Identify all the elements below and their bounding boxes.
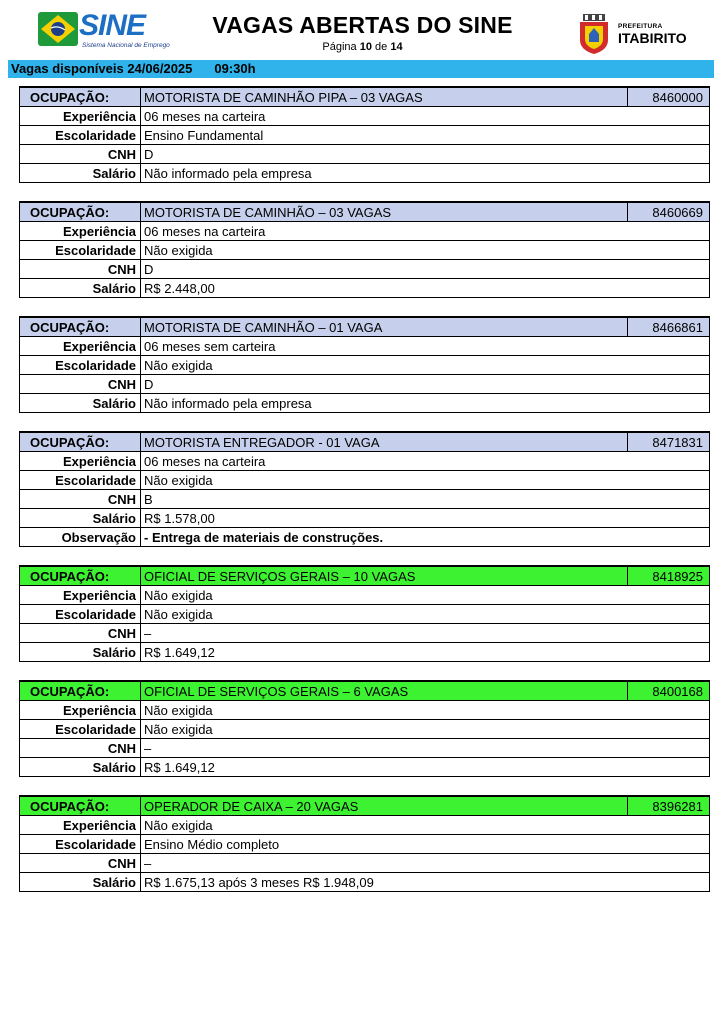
escolaridade-row — [20, 126, 710, 145]
experiencia-row — [20, 816, 710, 835]
salario-value: Não informado pela empresa — [141, 164, 710, 183]
escolaridade-value: Não exigida — [141, 471, 710, 490]
job-code: 8418925 — [628, 566, 710, 586]
job-card — [19, 795, 710, 892]
job-card — [19, 565, 710, 662]
salario-label: Salário — [20, 758, 141, 777]
experiencia-label: Experiência — [20, 816, 141, 835]
escolaridade-label: Escolaridade — [20, 471, 141, 490]
job-header-row — [20, 432, 710, 452]
ocupacao-label: OCUPAÇÃO: — [20, 566, 141, 586]
cnh-value: – — [141, 739, 710, 758]
experiencia-label: Experiência — [20, 586, 141, 605]
escolaridade-value: Não exigida — [141, 720, 710, 739]
salario-label: Salário — [20, 279, 141, 298]
job-card — [19, 86, 710, 183]
job-title: OFICIAL DE SERVIÇOS GERAIS – 10 VAGAS — [141, 566, 628, 586]
job-code: 8466861 — [628, 317, 710, 337]
salario-value: R$ 2.448,00 — [141, 279, 710, 298]
escolaridade-label: Escolaridade — [20, 605, 141, 624]
experiencia-label: Experiência — [20, 222, 141, 241]
page-indicator — [190, 41, 535, 53]
salario-label: Salário — [20, 873, 141, 892]
cnh-row — [20, 854, 710, 873]
cnh-label: CNH — [20, 624, 141, 643]
job-card — [19, 316, 710, 413]
salario-label: Salário — [20, 643, 141, 662]
prefeitura-logo — [576, 14, 691, 54]
cnh-value: D — [141, 260, 710, 279]
cnh-row — [20, 260, 710, 279]
ocupacao-label: OCUPAÇÃO: — [20, 202, 141, 222]
salario-value: R$ 1.649,12 — [141, 643, 710, 662]
escolaridade-label: Escolaridade — [20, 835, 141, 854]
salario-row — [20, 643, 710, 662]
salario-row — [20, 164, 710, 183]
brand-subtitle: Sistema Nacional de Emprego — [82, 42, 170, 49]
experiencia-value: 06 meses na carteira — [141, 452, 710, 471]
experiencia-value: Não exigida — [141, 586, 710, 605]
salario-row — [20, 758, 710, 777]
job-card — [19, 431, 710, 547]
ocupacao-label: OCUPAÇÃO: — [20, 432, 141, 452]
job-header-row — [20, 87, 710, 107]
escolaridade-value: Não exigida — [141, 241, 710, 260]
cnh-label: CNH — [20, 145, 141, 164]
cnh-row — [20, 145, 710, 164]
experiencia-row — [20, 337, 710, 356]
salario-row — [20, 509, 710, 528]
page-total: 14 — [390, 41, 403, 53]
prefeitura-label: PREFEITURA — [618, 23, 663, 30]
cnh-row — [20, 739, 710, 758]
job-title: MOTORISTA DE CAMINHÃO – 03 VAGAS — [141, 202, 628, 222]
observacao-label: Observação — [20, 528, 141, 547]
date-time: 09:30h — [214, 61, 256, 76]
job-title: MOTORISTA DE CAMINHÃO PIPA – 03 VAGAS — [141, 87, 628, 107]
cnh-row — [20, 624, 710, 643]
cnh-value: – — [141, 624, 710, 643]
escolaridade-value: Ensino Médio completo — [141, 835, 710, 854]
page-title: VAGAS ABERTAS DO SINE — [212, 12, 513, 38]
cnh-row — [20, 375, 710, 394]
job-card — [19, 201, 710, 298]
salario-row — [20, 873, 710, 892]
cnh-label: CNH — [20, 375, 141, 394]
escolaridade-row — [20, 471, 710, 490]
salario-label: Salário — [20, 164, 141, 183]
salario-label: Salário — [20, 509, 141, 528]
cnh-label: CNH — [20, 854, 141, 873]
cnh-label: CNH — [20, 260, 141, 279]
experiencia-value: Não exigida — [141, 816, 710, 835]
observacao-row — [20, 528, 710, 547]
page-header — [0, 0, 724, 60]
page-label: Página — [322, 41, 357, 53]
salario-value: R$ 1.675,13 após 3 meses R$ 1.948,09 — [141, 873, 710, 892]
job-header-row — [20, 796, 710, 816]
ocupacao-label: OCUPAÇÃO: — [20, 87, 141, 107]
escolaridade-label: Escolaridade — [20, 126, 141, 145]
job-title: OPERADOR DE CAIXA – 20 VAGAS — [141, 796, 628, 816]
page-of: de — [375, 41, 388, 53]
job-title: OFICIAL DE SERVIÇOS GERAIS – 6 VAGAS — [141, 681, 628, 701]
date-bar — [8, 60, 714, 78]
experiencia-row — [20, 452, 710, 471]
escolaridade-row — [20, 835, 710, 854]
job-title: MOTORISTA DE CAMINHÃO – 01 VAGA — [141, 317, 628, 337]
job-header-row — [20, 681, 710, 701]
escolaridade-value: Não exigida — [141, 605, 710, 624]
brazil-flag-icon — [38, 12, 78, 46]
salario-value: Não informado pela empresa — [141, 394, 710, 413]
job-header-row — [20, 317, 710, 337]
escolaridade-value: Ensino Fundamental — [141, 126, 710, 145]
cnh-label: CNH — [20, 739, 141, 758]
escolaridade-row — [20, 356, 710, 375]
experiencia-label: Experiência — [20, 701, 141, 720]
job-header-row — [20, 566, 710, 586]
cnh-row — [20, 490, 710, 509]
cnh-value: D — [141, 375, 710, 394]
cnh-label: CNH — [20, 490, 141, 509]
experiencia-label: Experiência — [20, 452, 141, 471]
salario-label: Salário — [20, 394, 141, 413]
job-code: 8471831 — [628, 432, 710, 452]
salario-value: R$ 1.578,00 — [141, 509, 710, 528]
job-code: 8460669 — [628, 202, 710, 222]
experiencia-row — [20, 701, 710, 720]
cnh-value: D — [141, 145, 710, 164]
sine-logo — [38, 9, 170, 52]
salario-row — [20, 279, 710, 298]
ocupacao-label: OCUPAÇÃO: — [20, 796, 141, 816]
job-code: 8460000 — [628, 87, 710, 107]
job-title: MOTORISTA ENTREGADOR - 01 VAGA — [141, 432, 628, 452]
city-name: ITABIRITO — [618, 30, 687, 46]
escolaridade-label: Escolaridade — [20, 241, 141, 260]
experiencia-row — [20, 222, 710, 241]
date-label: Vagas disponíveis 24/06/2025 — [11, 61, 193, 76]
brand-name: SINE — [79, 9, 146, 42]
cnh-value: – — [141, 854, 710, 873]
escolaridade-row — [20, 241, 710, 260]
title-block — [190, 12, 535, 53]
job-code: 8400168 — [628, 681, 710, 701]
escolaridade-label: Escolaridade — [20, 356, 141, 375]
experiencia-row — [20, 586, 710, 605]
escolaridade-row — [20, 720, 710, 739]
page-current: 10 — [359, 41, 372, 53]
observacao-value: - Entrega de materiais de construções. — [141, 528, 710, 547]
escolaridade-row — [20, 605, 710, 624]
experiencia-label: Experiência — [20, 107, 141, 126]
experiencia-value: 06 meses sem carteira — [141, 337, 710, 356]
experiencia-row — [20, 107, 710, 126]
city-crest-icon — [576, 14, 612, 54]
ocupacao-label: OCUPAÇÃO: — [20, 681, 141, 701]
ocupacao-label: OCUPAÇÃO: — [20, 317, 141, 337]
job-code: 8396281 — [628, 796, 710, 816]
experiencia-value: 06 meses na carteira — [141, 107, 710, 126]
escolaridade-label: Escolaridade — [20, 720, 141, 739]
experiencia-value: Não exigida — [141, 701, 710, 720]
experiencia-value: 06 meses na carteira — [141, 222, 710, 241]
job-header-row — [20, 202, 710, 222]
job-list — [19, 86, 710, 910]
experiencia-label: Experiência — [20, 337, 141, 356]
salario-value: R$ 1.649,12 — [141, 758, 710, 777]
escolaridade-value: Não exigida — [141, 356, 710, 375]
cnh-value: B — [141, 490, 710, 509]
salario-row — [20, 394, 710, 413]
job-card — [19, 680, 710, 777]
